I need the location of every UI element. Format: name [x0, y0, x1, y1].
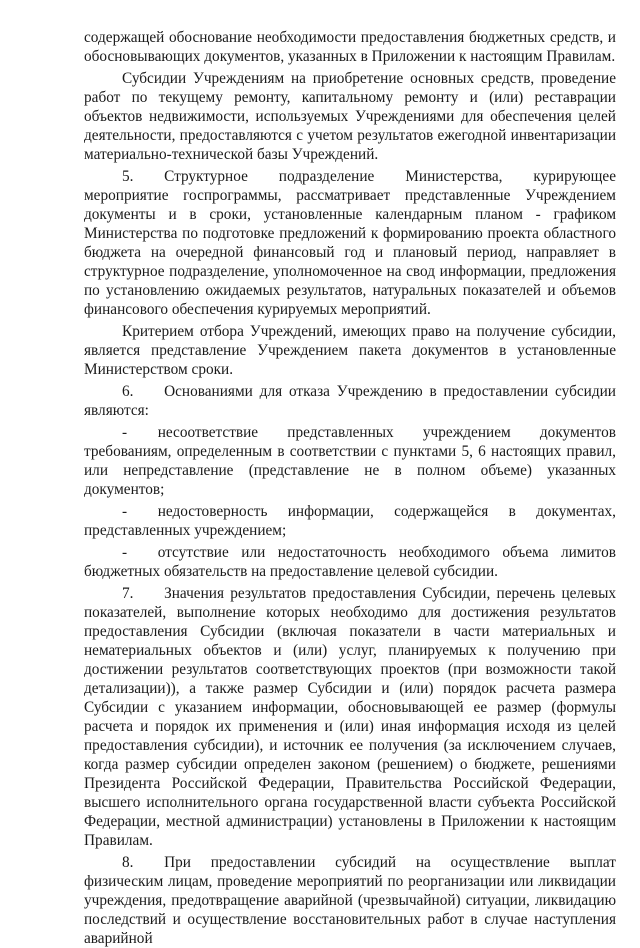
paragraph-continuation: содержащей обоснование необходимости предоставления бюджетных средств, и обосновывающих документов, указанных в Приложении к настоящим Правилам.: [84, 29, 616, 65]
list-item-insufficient-limits: - отсутствие или недостаточность необходимого объема лимитов бюджетных обязательств на предоставление целевой субсидии.: [84, 544, 616, 580]
paragraph-item-6: 6. Основаниями для отказа Учреждению в предоставлении субсидии являются:: [84, 383, 616, 419]
paragraph-subsidies-fixed-assets: Субсидии Учреждениям на приобретение основных средств, проведение работ по текущему ремонту, капитальному ремонту и (или) реставрации объектов недвижимости, используемых Учреждениями для обеспечения целей деятельности, предоставляются с учетом результатов ежегодной инвентаризации материально-технической базы Учреждений.: [84, 70, 616, 163]
list-item-unreliability: - недостоверность информации, содержащейся в документах, представленных учреждением;: [84, 503, 616, 539]
paragraph-item-8: 8. При предоставлении субсидий на осуществление выплат физическим лицам, проведение мероприятий по реорганизации или ликвидации учреждения, предотвращение аварийной (чрезвычайной) ситуации, ликвидацию последствий и осуществление восстановительных работ в случае наступления аварийной: [84, 854, 616, 947]
paragraph-item-5: 5. Структурное подразделение Министерства, курирующее мероприятие госпрограммы, рассматривает представленные Учреждением документы и в сроки, установленные календарным планом - графиком Министерства по подготовке предложений к формированию проекта областного бюджета на очередной финансовый год и плановый период, направляет в структурное подразделение, уполномоченное на свод информации, предложения по установлению ожидаемых результатов, натуральных показателей и объемов финансового обеспечения курируемых мероприятий.: [84, 168, 616, 318]
paragraph-item-7: 7. Значения результатов предоставления Субсидии, перечень целевых показателей, выполнение которых необходимо для достижения результатов предоставления Субсидии (включая показатели в части материальных и нематериальных объектов и (или) услуг, планируемых к получению при достижении результатов соответствующих проектов (при возможности такой детализации)), а также размер Субсидии и (или) порядок расчета размера Субсидии с указанием информации, обосновывающей ее размер (формулы расчета и порядок их применения и (или) иная информация исходя из целей предоставления субсидии), и источник ее получения (за исключением случаев, когда размер субсидии определен законом (решением) о бюджете, решениями Президента Российской Федерации, Правительства Российской Федерации, высшего исполнительного органа государственной власти субъекта Российской Федерации, местной администрации) установлены в Приложении к настоящим Правилам.: [84, 585, 616, 849]
list-item-noncompliance: - несоответствие представленных учреждением документов требованиям, определенным в соответствии с пунктами 5, 6 настоящих правил, или непредставление (представление не в полном объеме) указанных документов;: [84, 424, 616, 498]
paragraph-selection-criterion: Критерием отбора Учреждений, имеющих право на получение субсидии, является представление Учреждением пакета документов в установленные Министерством сроки.: [84, 323, 616, 378]
